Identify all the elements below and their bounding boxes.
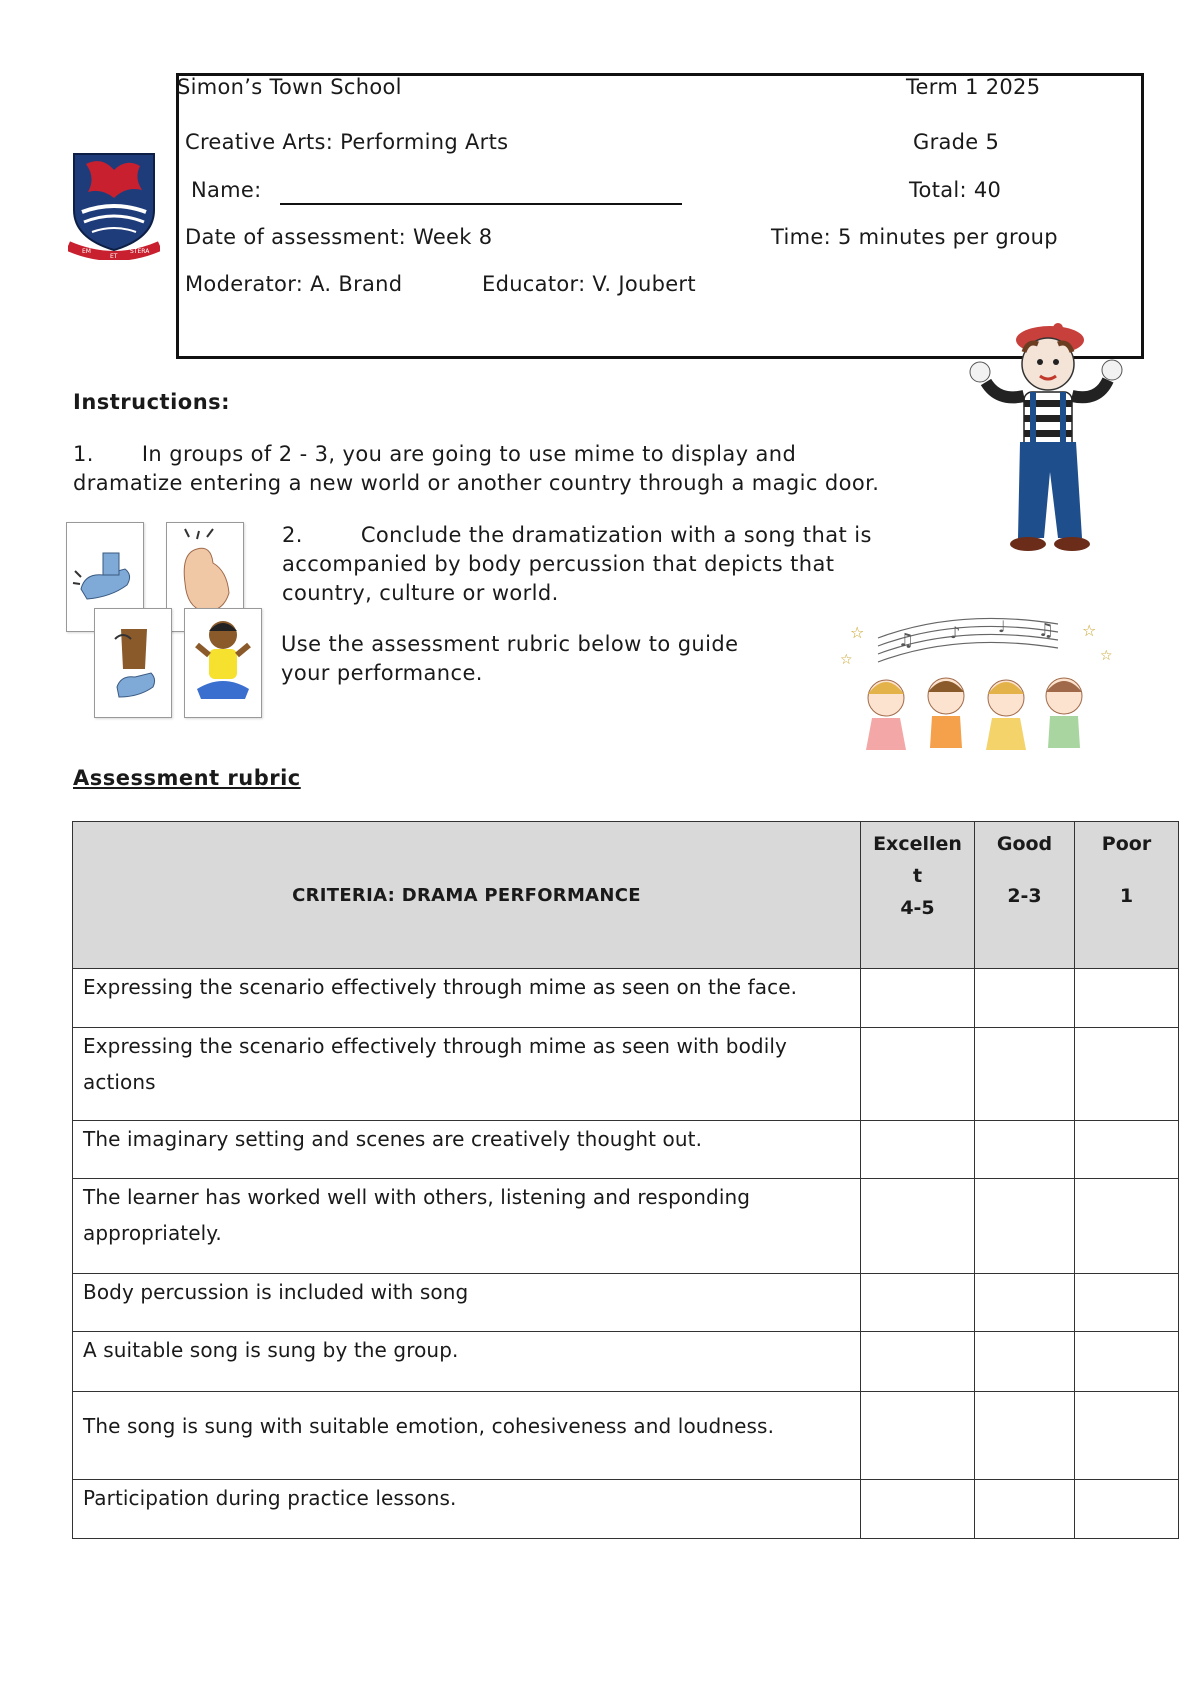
excellent-score-cell[interactable] [861, 969, 975, 1028]
svg-text:☆: ☆ [1082, 621, 1097, 640]
good-score-cell[interactable] [975, 1392, 1075, 1480]
rubric-heading: Assessment rubric [73, 766, 301, 790]
instruction-2-line1: Conclude the dramatization with a song that is [360, 523, 872, 547]
criterion-line1: Expressing the scenario effectively through mime as seen on the face. [83, 975, 798, 999]
poor-header [1075, 822, 1179, 969]
educator: Educator: V. Joubert [482, 272, 696, 296]
rubric-row [73, 969, 1179, 1028]
guide-line1: Use the assessment rubric below to guide [281, 632, 739, 656]
crest-motto-mid: ET [110, 253, 118, 260]
mime-illustration [958, 322, 1128, 562]
excellent-range: 4-5 [900, 897, 935, 919]
assessment-rubric-table [72, 821, 1179, 1539]
svg-text:♫: ♫ [898, 630, 915, 651]
subject: Creative Arts: Performing Arts [185, 130, 509, 154]
good-score-cell[interactable] [975, 1121, 1075, 1179]
school-crest-logo [68, 150, 160, 260]
excellent-score-cell[interactable] [861, 1121, 975, 1179]
rubric-row [73, 1392, 1179, 1480]
good-score-cell[interactable] [975, 969, 1075, 1028]
criterion-cell [73, 1274, 861, 1332]
excellent-score-cell[interactable] [861, 1274, 975, 1332]
instruction-1-line1: In groups of 2 - 3, you are going to use mime to display and [141, 442, 797, 466]
excellent-score-cell[interactable] [861, 1480, 975, 1539]
instruction-2-line3: country, culture or world. [282, 581, 559, 605]
rubric-header-row [73, 822, 1179, 969]
criterion-cell [73, 1480, 861, 1539]
instruction-2-number: 2. [282, 523, 303, 547]
time-allowed: Time: 5 minutes per group [771, 225, 1058, 249]
criterion-cell [73, 969, 861, 1028]
poor-score-cell[interactable] [1075, 1332, 1179, 1392]
criterion-cell [73, 1179, 861, 1274]
poor-score-cell[interactable] [1075, 1480, 1179, 1539]
criterion-line2: The song is sung with suitable emotion, cohesiveness and loudness. [83, 1414, 775, 1438]
excellent-label-b: t [912, 865, 923, 887]
poor-score-cell[interactable] [1075, 1274, 1179, 1332]
date-of-assessment: Date of assessment: Week 8 [185, 225, 493, 249]
criterion-line1 [83, 1392, 850, 1408]
criterion-line1: The learner has worked well with others, listening and responding [83, 1185, 751, 1209]
poor-score-cell[interactable] [1075, 1121, 1179, 1179]
poor-score-cell[interactable] [1075, 969, 1179, 1028]
instruction-1-line2: dramatize entering a new world or another country through a magic door. [73, 471, 880, 495]
excellent-score-cell[interactable] [861, 1392, 975, 1480]
criterion-cell [73, 1121, 861, 1179]
criterion-line1: The imaginary setting and scenes are creatively thought out. [83, 1127, 703, 1151]
svg-text:♪: ♪ [950, 623, 961, 642]
criterion-line2: appropriately. [83, 1221, 222, 1245]
name-label: Name: [191, 178, 262, 202]
criterion-cell [73, 1028, 861, 1121]
excellent-header [861, 822, 975, 969]
term-year: Term 1 2025 [906, 75, 1041, 99]
singing-children-illustration [838, 608, 1118, 774]
svg-text:☆: ☆ [1100, 648, 1113, 664]
excellent-score-cell[interactable] [861, 1028, 975, 1121]
criterion-line1: A suitable song is sung by the group. [83, 1338, 459, 1362]
name-underline [280, 203, 682, 205]
body-percussion-pictures [66, 522, 266, 722]
criterion-cell [73, 1392, 861, 1480]
poor-score-cell[interactable] [1075, 1028, 1179, 1121]
instructions-heading: Instructions: [73, 390, 231, 414]
svg-text:☆: ☆ [840, 652, 853, 668]
poor-score-cell[interactable] [1075, 1179, 1179, 1274]
rubric-row [73, 1332, 1179, 1392]
rubric-row [73, 1480, 1179, 1539]
header-box [176, 73, 1144, 359]
good-score-cell[interactable] [975, 1274, 1075, 1332]
good-score-cell[interactable] [975, 1028, 1075, 1121]
criteria-header: CRITERIA: DRAMA PERFORMANCE [73, 822, 861, 969]
clapping-child-card [184, 608, 262, 718]
guide-line2: your performance. [281, 661, 483, 685]
crest-motto-right: STERA [130, 248, 150, 255]
good-label: Good [996, 833, 1053, 855]
rubric-row [73, 1028, 1179, 1121]
poor-label: Poor [1101, 833, 1152, 855]
poor-score-cell[interactable] [1075, 1392, 1179, 1480]
instruction-2-line2: accompanied by body percussion that depicts that [282, 552, 835, 576]
moderator: Moderator: A. Brand [185, 272, 403, 296]
excellent-label-a: Excellen [873, 833, 962, 855]
svg-text:♩: ♩ [998, 617, 1006, 636]
good-score-cell[interactable] [975, 1179, 1075, 1274]
instruction-2 [282, 521, 872, 608]
rubric-guide-note [281, 630, 738, 688]
criterion-line1: Expressing the scenario effectively through mime as seen with bodily [83, 1034, 787, 1058]
poor-range: 1 [1119, 885, 1134, 907]
instruction-1-number: 1. [73, 442, 94, 466]
good-score-cell[interactable] [975, 1332, 1075, 1392]
grade: Grade 5 [913, 130, 1000, 154]
criterion-cell [73, 1332, 861, 1392]
criterion-line2: actions [83, 1070, 156, 1094]
svg-text:♫: ♫ [1038, 620, 1055, 641]
svg-text:☆: ☆ [850, 623, 865, 642]
good-header [975, 822, 1075, 969]
good-range: 2-3 [1007, 885, 1042, 907]
rubric-row [73, 1274, 1179, 1332]
instruction-1 [73, 440, 879, 498]
criterion-line1: Body percussion is included with song [83, 1280, 469, 1304]
criterion-line1: Participation during practice lessons. [83, 1486, 457, 1510]
rubric-row [73, 1179, 1179, 1274]
good-score-cell[interactable] [975, 1480, 1075, 1539]
school-name: Simon’s Town School [177, 75, 402, 99]
total-marks: Total: 40 [909, 178, 1002, 202]
excellent-score-cell[interactable] [861, 1332, 975, 1392]
excellent-score-cell[interactable] [861, 1179, 975, 1274]
rubric-row [73, 1121, 1179, 1179]
knee-pat-card [94, 608, 172, 718]
crest-motto-left: EM [82, 248, 91, 255]
